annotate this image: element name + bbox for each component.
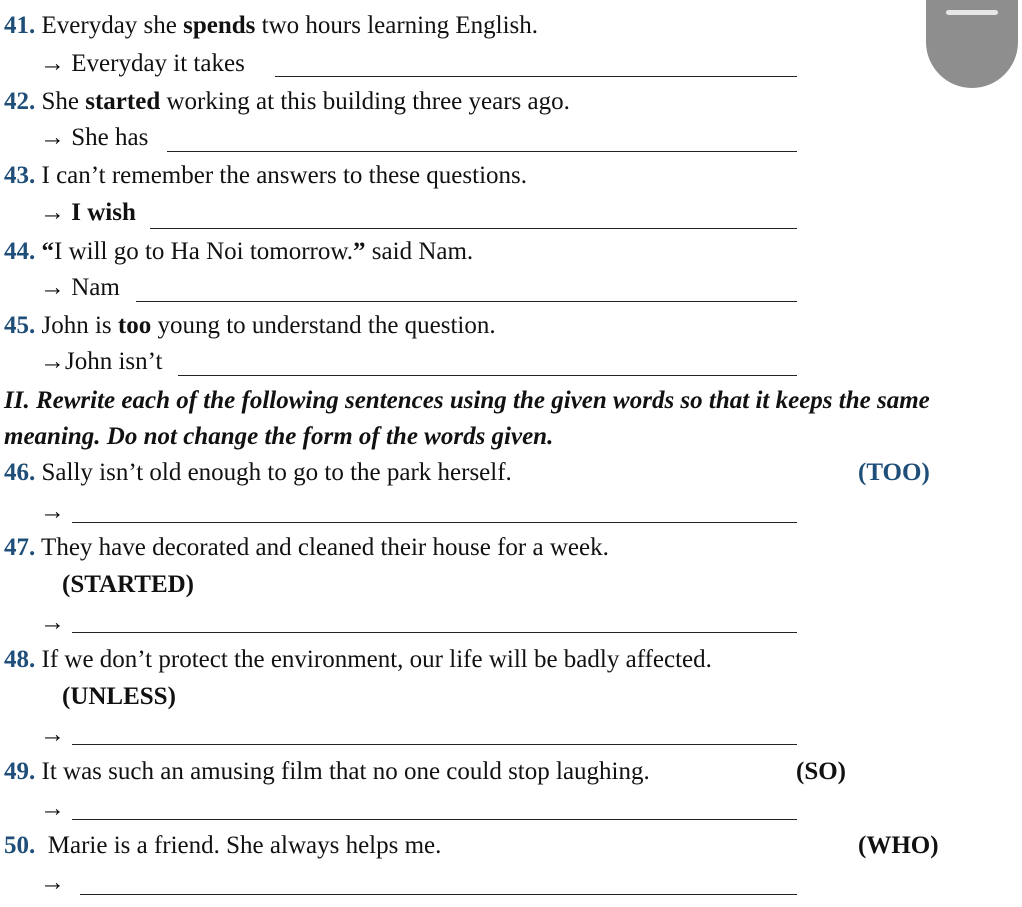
arrow-icon: → — [40, 348, 65, 375]
question-number: 46. — [4, 459, 36, 486]
question-number: 44. — [4, 238, 36, 265]
arrow-icon: → — [40, 498, 65, 525]
arrow-icon: → — [40, 609, 65, 636]
question-number: 50. — [4, 832, 36, 859]
given-word: (WHO) — [858, 832, 939, 859]
question-47: 47. They have decorated and cleaned their house for a week. — [4, 534, 609, 561]
answer-blank[interactable] — [150, 228, 797, 229]
question-41: 41. Everyday she spends two hours learning English. — [4, 12, 538, 39]
given-word: (TOO) — [858, 459, 930, 486]
question-number: 47. — [4, 534, 36, 561]
question-45: 45. John is too young to understand the question. — [4, 312, 496, 339]
answer-45: →John isn’t — [40, 348, 163, 375]
question-number: 42. — [4, 88, 36, 115]
arrow-icon: → — [40, 274, 65, 301]
highlight-word: too — [117, 312, 152, 339]
scroll-grip-icon — [946, 10, 998, 15]
question-48: 48. If we don’t protect the environment, our life will be badly affected. — [4, 646, 712, 673]
answer-41: → Everyday it takes — [40, 50, 245, 77]
answer-blank[interactable] — [72, 522, 797, 523]
answer-blank[interactable] — [178, 375, 797, 376]
arrow-icon: → — [40, 124, 65, 151]
arrow-icon: → — [40, 50, 65, 77]
question-50: 50. Marie is a friend. She always helps me. — [4, 832, 442, 859]
answer-42: → She has — [40, 124, 149, 151]
question-number: 49. — [4, 758, 36, 785]
section-heading-cont: meaning. Do not change the form of the words given. — [4, 423, 554, 450]
answer-blank[interactable] — [136, 301, 797, 302]
arrow-icon: → — [40, 721, 65, 748]
question-42: 42. She started working at this building three years ago. — [4, 88, 570, 115]
arrow-icon: → — [40, 199, 65, 226]
answer-43: → I wish — [40, 199, 136, 226]
answer-44: → Nam — [40, 274, 120, 301]
question-46: 46. Sally isn’t old enough to go to the park herself. — [4, 459, 512, 486]
question-number: 48. — [4, 646, 36, 673]
answer-blank[interactable] — [80, 894, 797, 895]
highlight-word: spends — [183, 12, 256, 39]
arrow-icon: → — [40, 869, 65, 896]
question-44: 44. “I will go to Ha Noi tomorrow.” said Nam. — [4, 238, 474, 265]
question-43: 43. I can’t remember the answers to these questions. — [4, 162, 527, 189]
given-word: (SO) — [796, 758, 846, 785]
question-49: 49. It was such an amusing film that no one could stop laughing. — [4, 758, 650, 785]
answer-blank[interactable] — [72, 632, 797, 633]
given-word: (STARTED) — [62, 571, 195, 598]
arrow-icon: → — [40, 795, 65, 822]
scroll-handle[interactable] — [926, 0, 1018, 88]
section-heading: II. Rewrite each of the following sentences using the given words so that it keeps the same — [4, 387, 930, 414]
answer-blank[interactable] — [275, 76, 797, 77]
question-number: 41. — [4, 12, 36, 39]
question-number: 45. — [4, 312, 36, 339]
answer-blank[interactable] — [72, 819, 797, 820]
answer-blank[interactable] — [72, 744, 797, 745]
question-number: 43. — [4, 162, 36, 189]
highlight-word: started — [85, 88, 161, 115]
answer-blank[interactable] — [167, 151, 797, 152]
given-word: (UNLESS) — [62, 683, 176, 710]
